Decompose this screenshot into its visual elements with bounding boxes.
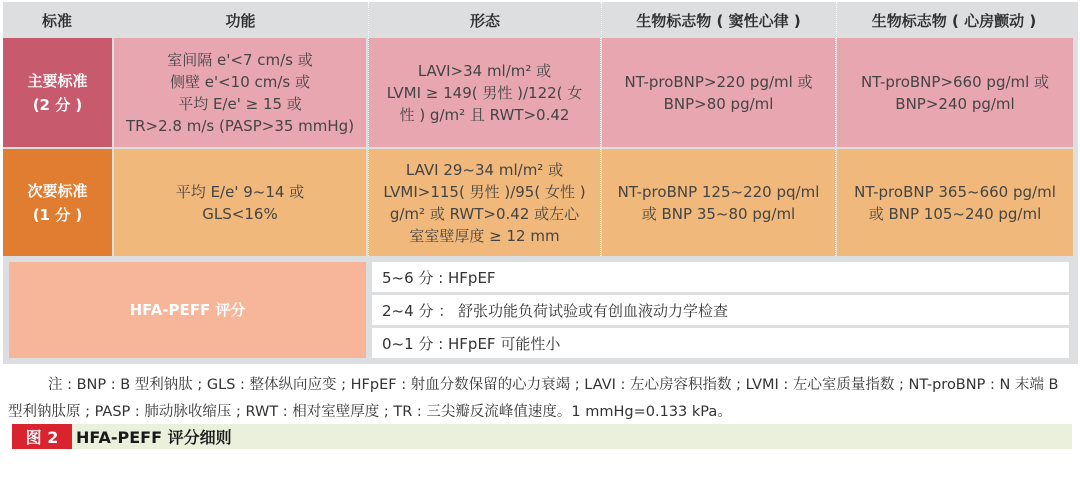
- header-biomarker-af: 生物标志物 ( 心房颤动 ): [871, 11, 1037, 30]
- figure-title: HFA-PEFF 评分细则: [76, 428, 232, 447]
- header-function: 功能: [225, 11, 256, 30]
- score-item: 0~1 分 : HFpEF 可能性小: [372, 328, 1069, 358]
- header-divider: [836, 2, 837, 38]
- minor-function-cell: 平均 E/e' 9~14 或 GLS<16%: [114, 149, 366, 256]
- header-divider: [601, 2, 602, 38]
- major-biomarker-sinus-cell: NT-proBNP>220 pg/ml 或 BNP>80 pg/ml: [602, 38, 836, 147]
- header-divider: [368, 2, 369, 38]
- figure-caption: [12, 424, 1072, 449]
- header-morphology: 形态: [469, 11, 500, 30]
- hfa-peff-score-label: HFA-PEFF 评分: [9, 262, 366, 358]
- major-function-cell: 室间隔 e'<7 cm/s 或 侧壁 e'<10 cm/s 或 平均 E/e' ≥ 15 或 TR>2.8 m/s (PASP>35 mmHg): [114, 38, 366, 147]
- score-item: 5~6 分 : HFpEF: [372, 262, 1069, 292]
- minor-morphology-cell: LAVI 29~34 ml/m² 或 LVMI>115( 男性 )/95( 女性 ) g/m² 或 RWT>0.42 或左心 室室壁厚度 ≥ 12 mm: [368, 149, 601, 256]
- score-item: 2~4 分 ： 舒张功能负荷试验或有创血液动力学检查: [372, 295, 1069, 325]
- figure-number: 图 2: [12, 424, 72, 449]
- header-standard: 标准: [41, 11, 72, 30]
- minor-biomarker-sinus-cell: NT-proBNP 125~220 pq/ml 或 BNP 35~80 pg/ml: [602, 149, 836, 256]
- major-morphology-cell: LAVI>34 ml/m² 或 LVMI ≥ 149( 男性 )/122( 女 性 ) g/m² 且 RWT>0.42: [368, 38, 601, 147]
- header-biomarker-sinus: 生物标志物 ( 窦性心律 ): [636, 11, 801, 30]
- minor-criteria-label: 次要标准 (1 分 ): [3, 149, 112, 256]
- major-biomarker-af-cell: NT-proBNP>660 pg/ml 或 BNP>240 pg/ml: [837, 38, 1073, 147]
- table-footnote: 注 : BNP : B 型利钠肽 ; GLS : 整体纵向应变 ; HFpEF : 射血分数保留的心力衰竭 ; LAVI : 左心房容积指数 ; LVMI : 左心室质量指数 ; NT-proBNP : N 末端 B 型利钠肽原 ; PASP : 肺动脉收缩压 ; RWT : 相对室壁厚度 ; TR : 三尖瓣反流峰值速度。1 mmHg=0.133 kPa。: [8, 377, 1059, 420]
- minor-biomarker-af-cell: NT-proBNP 365~660 pg/ml 或 BNP 105~240 pg/ml: [837, 149, 1073, 256]
- major-criteria-label: 主要标准 (2 分 ): [3, 38, 112, 147]
